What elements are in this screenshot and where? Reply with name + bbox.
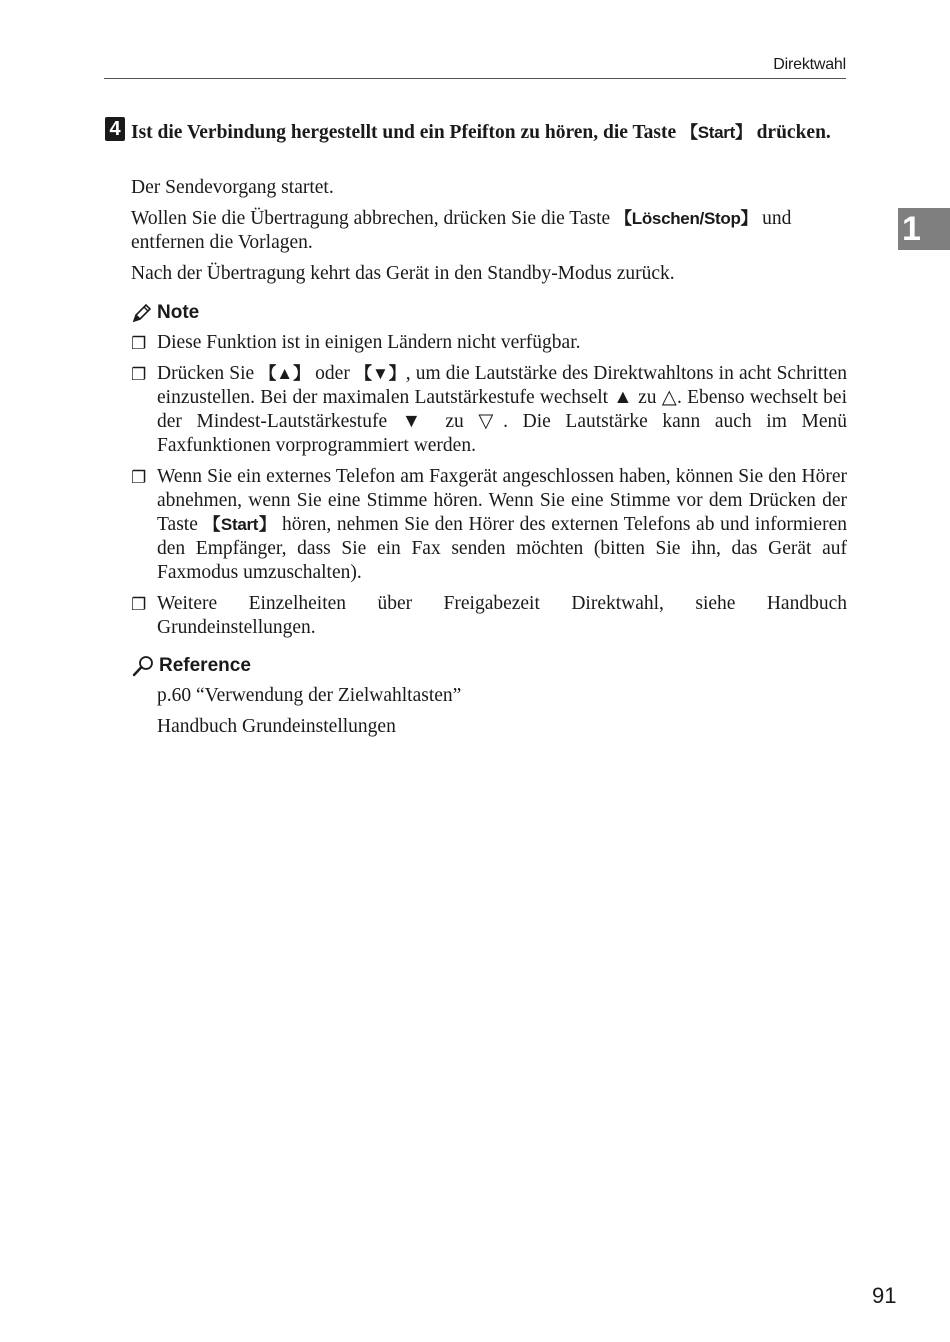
body-paragraph-2 [131, 207, 847, 255]
note-item-2-text [157, 362, 847, 458]
up-key-label: 【▲】 [259, 364, 311, 383]
chapter-number: 1 [902, 209, 921, 248]
body-paragraph-1: Der Sendevorgang startet. [131, 177, 334, 198]
step-title [131, 120, 847, 145]
checkbox-bullet-icon: ❐ [131, 595, 147, 615]
body-paragraph-2-text: Wollen Sie die Übertragung abbrechen, drücken Sie die Taste [131, 208, 616, 229]
magnifier-icon [131, 655, 155, 677]
note-item-1 [131, 331, 847, 355]
body-paragraph-3: Nach der Übertragung kehrt das Gerät in den Standby-Modus zurück. [131, 263, 675, 284]
start-key-label-2: 【Start】 [203, 515, 277, 534]
note-heading [131, 302, 199, 324]
note-item-4 [131, 592, 847, 640]
note-item-2-text-b: oder [310, 363, 355, 384]
page-number: 91 [872, 1283, 897, 1308]
step-number-icon [105, 117, 125, 141]
checkbox-bullet-icon: ❐ [131, 468, 147, 488]
step-number: 4 [109, 117, 121, 140]
note-item-2-text-a: Drücken Sie [157, 363, 260, 384]
running-header-title: Direktwahl [773, 56, 846, 73]
note-heading-label: Note [157, 302, 200, 323]
pencil-icon [131, 302, 153, 324]
start-key-label: 【Start】 [681, 123, 752, 142]
note-item-4-text: Weitere Einzelheiten über Freigabezeit Direktwahl, siehe Handbuch Grundeinstellungen. [157, 593, 847, 638]
header-rule [104, 78, 846, 79]
body-paragraph-2-text-end: und entfernen die Vorlagen. [131, 208, 792, 253]
checkbox-bullet-icon: ❐ [131, 334, 147, 354]
note-item-3-text [157, 465, 847, 585]
step-title-text-end: drücken. [751, 122, 831, 143]
step-title-text: Ist die Verbindung hergestellt und ein Pfeifton zu hören, die Taste [131, 122, 682, 143]
note-item-3 [131, 465, 847, 585]
note-item-1-text: Diese Funktion ist in einigen Ländern nicht verfügbar. [157, 332, 581, 353]
note-item-3-text-b: hören, nehmen Sie den Hörer des externen Telefons ab und informieren den Empfänger, dass Sie ein Fax senden möchten (bitten Sie ihn, das Gerät auf Faxmodus umzuschalten). [157, 514, 847, 583]
chapter-tab [898, 208, 950, 250]
reference-manual-grundeinstellungen: Handbuch Grundeinstellungen [157, 716, 396, 737]
down-key-label: 【▼】 [354, 364, 406, 383]
note-item-2-text-c: , um die Lautstärke des Direktwahltons in acht Schritten einzustellen. Bei der maximalen Lautstärkestufe wechselt ▲ zu △. Ebenso wechselt bei der Mindest-Lautstärkestufe ▼ zu ▽. Die Lautstärke kann auch im Menü Faxfunktionen vorprogrammiert werden. [157, 363, 847, 456]
note-item-3-text-a: Wenn Sie ein externes Telefon am Faxgerät angeschlossen haben, können Sie den Hörer abnehmen, wenn Sie eine Stimme hören. Wenn Sie eine Stimme vor dem Drücken der Taste [157, 466, 847, 535]
note-item-2 [131, 362, 847, 458]
stop-key-label: 【Löschen/Stop】 [615, 209, 758, 228]
reference-heading-label: Reference [159, 655, 251, 676]
reference-heading [131, 655, 251, 677]
checkbox-bullet-icon: ❐ [131, 365, 147, 385]
reference-link-zielwahltasten[interactable]: p.60 “Verwendung der Zielwahltasten” [157, 685, 462, 706]
